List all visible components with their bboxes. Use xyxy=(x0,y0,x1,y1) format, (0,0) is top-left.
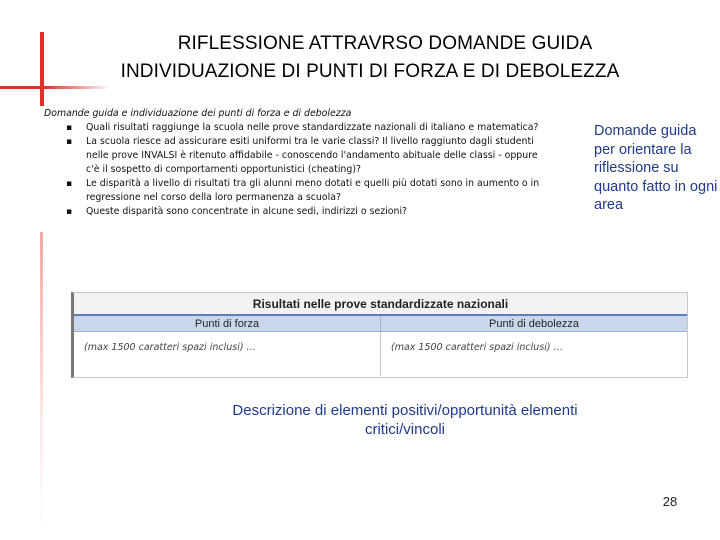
slide-title-line1: RIFLESSIONE ATTRAVRSO DOMANDE GUIDA xyxy=(177,33,593,54)
guiding-questions-list xyxy=(44,121,544,219)
results-table-header-row xyxy=(74,316,687,332)
results-table-title: Risultati nelle prove standardizzate nazionali xyxy=(74,293,687,316)
caption-text: Descrizione di elementi positivi/opportunità elementi critici/vincoli xyxy=(232,402,578,438)
weaknesses-text-cell: (max 1500 caratteri spazi inclusi) … xyxy=(380,332,687,376)
decor-red-vertical-line xyxy=(40,32,44,106)
guiding-questions-heading: Domande guida e individuazione dei punti di forza e di debolezza xyxy=(44,108,352,119)
question-item: ▪ Le disparità a livello di risultati tra gli alunni meno dotati e quelli più dotati sono in aumento o in regressione nel corso della loro permanenza a scuola? xyxy=(44,177,544,205)
side-note: Domande guida per orientare la riflessione su quanto fatto in ogni area xyxy=(594,123,718,213)
column-header-strengths: Punti di forza xyxy=(194,318,260,330)
slide-title-line2: INDIVIDUAZIONE DI PUNTI DI FORZA E DI DEBOLEZZA xyxy=(120,61,620,82)
column-header-weaknesses: Punti di debolezza xyxy=(380,316,687,331)
strengths-text-cell: (max 1500 caratteri spazi inclusi) … xyxy=(84,342,257,353)
question-item: ▪ Quali risultati raggiunge la scuola nelle prove standardizzate nazionali di italiano e matematica? xyxy=(44,121,544,135)
decor-red-vertical-fade xyxy=(40,232,43,532)
results-table-body-row xyxy=(74,332,687,376)
question-item: ▪ La scuola riesce ad assicurare esiti uniformi tra le varie classi? Il livello raggiunto dagli studenti nelle prove INVALSI è ritenuto affidabile - conoscendo l'andamento abituale delle classi - oppure c'è il sospetto di comportamenti opportunistici (cheating)? xyxy=(44,135,544,177)
decor-red-horizontal-line xyxy=(0,86,110,89)
page-number: 28 xyxy=(662,494,678,509)
question-item: ▪ Queste disparità sono concentrate in alcune sedi, indirizzi o sezioni? xyxy=(44,205,544,219)
results-table xyxy=(71,292,688,378)
guiding-questions-block xyxy=(44,107,544,219)
slide-title xyxy=(80,30,660,86)
